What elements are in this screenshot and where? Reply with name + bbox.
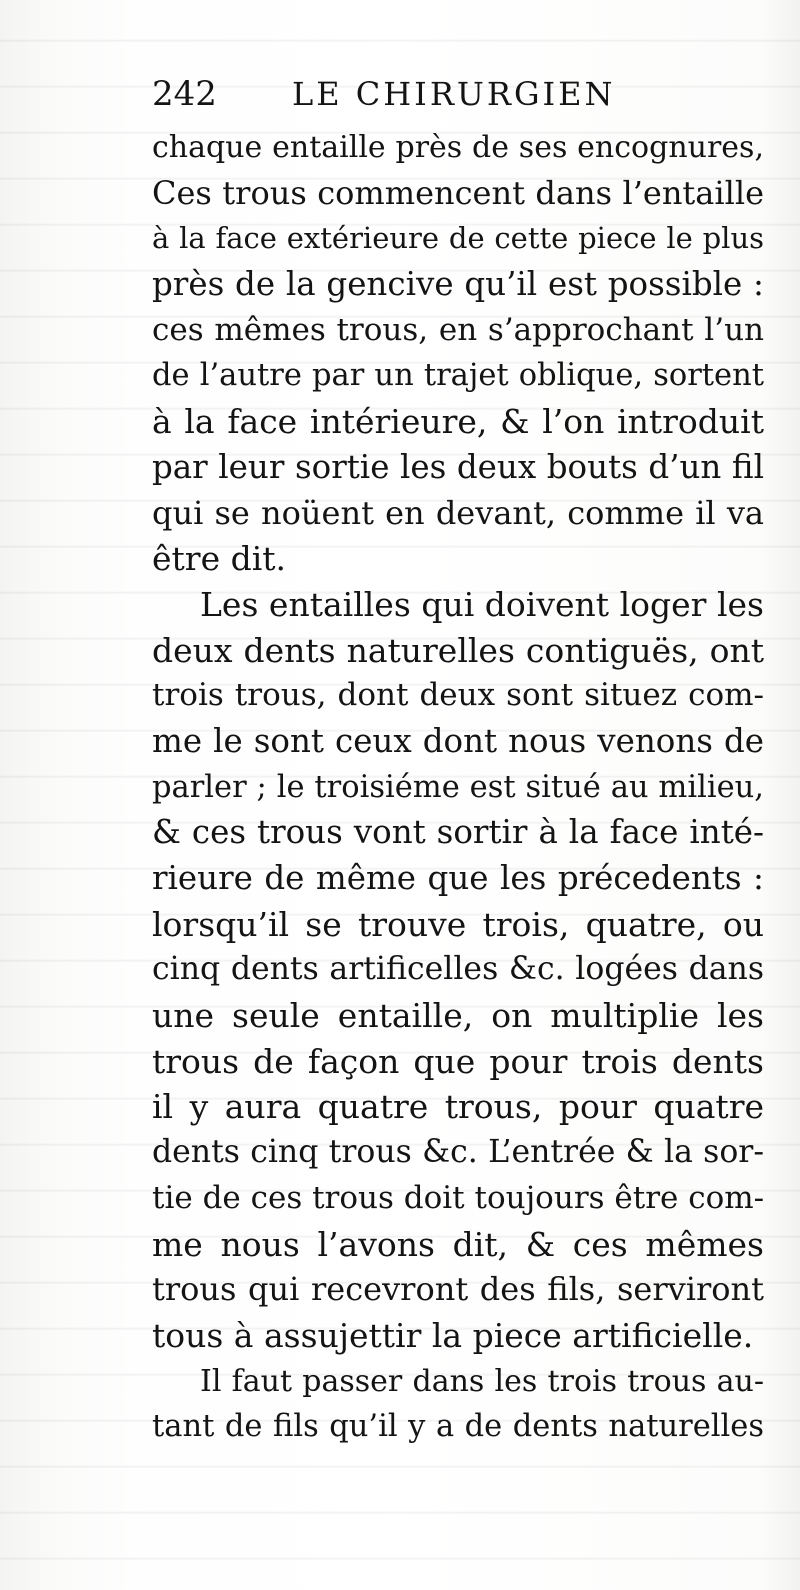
text-line: à la face extérieure de cette piece le plus (152, 221, 764, 256)
text-line: il y aura quatre trous, pour quatre (152, 1087, 764, 1127)
text-line: & ces trous vont sortir à la face inté- (152, 813, 764, 852)
text-line: qui se noüent en devant, comme il va (152, 493, 764, 532)
text-line: ces mêmes trous, en s’approchant l’un (152, 311, 764, 348)
text-line: tie de ces trous doit toujours être com- (152, 1179, 765, 1216)
text-line: une seule entaille, on multiplie les (152, 996, 764, 1036)
text-line: deux dents naturelles contiguës, ont (152, 630, 764, 670)
body-text (152, 125, 764, 1450)
text-line: Il faut passer dans les trois trous au- (200, 1363, 764, 1399)
text-line: tous à assujettir la piece artificielle. (152, 1315, 754, 1355)
page-header (152, 68, 772, 128)
text-line: être dit. (152, 539, 287, 579)
text-line: de l’autre par un trajet oblique, sortent (152, 358, 764, 394)
text-line: me nous l’avons dit, & ces mêmes (152, 1224, 764, 1264)
text-line: cinq dents artificelles &c. logées dans (152, 951, 764, 988)
text-line: tant de fils qu’il y a de dents naturelles (152, 1409, 764, 1445)
text-line: me le sont ceux dont nous venons de (152, 721, 764, 760)
text-line: Ces trous commencent dans l’entaille (152, 173, 764, 212)
text-line: trous qui recevront des fils, serviront (152, 1270, 764, 1309)
text-line: chaque entaille près de ses encognures, (152, 130, 764, 165)
text-line: trous de façon que pour trois dents (152, 1041, 764, 1081)
page-number: 242 (152, 74, 217, 114)
text-line: Les entailles qui doivent loger les (200, 584, 764, 624)
text-line: parler ; le troisiéme est situé au milieu, (152, 769, 764, 805)
running-head: LE CHIRURGIEN (292, 75, 616, 113)
text-line: lorsqu’il se trouve trois, quatre, ou (152, 904, 764, 944)
text-line: rieure de même que les précedents : (152, 859, 764, 897)
text-line: près de la gencive qu’il est possible : (152, 265, 764, 304)
text-line: trois trous, dont deux sont situez com- (152, 677, 764, 714)
text-line: à la face intérieure, & l’on introduit (152, 402, 764, 442)
text-line: dents cinq trous &c. L’entrée & la sor- (152, 1134, 764, 1171)
text-line: par leur sortie les deux bouts d’un fil (152, 447, 764, 486)
